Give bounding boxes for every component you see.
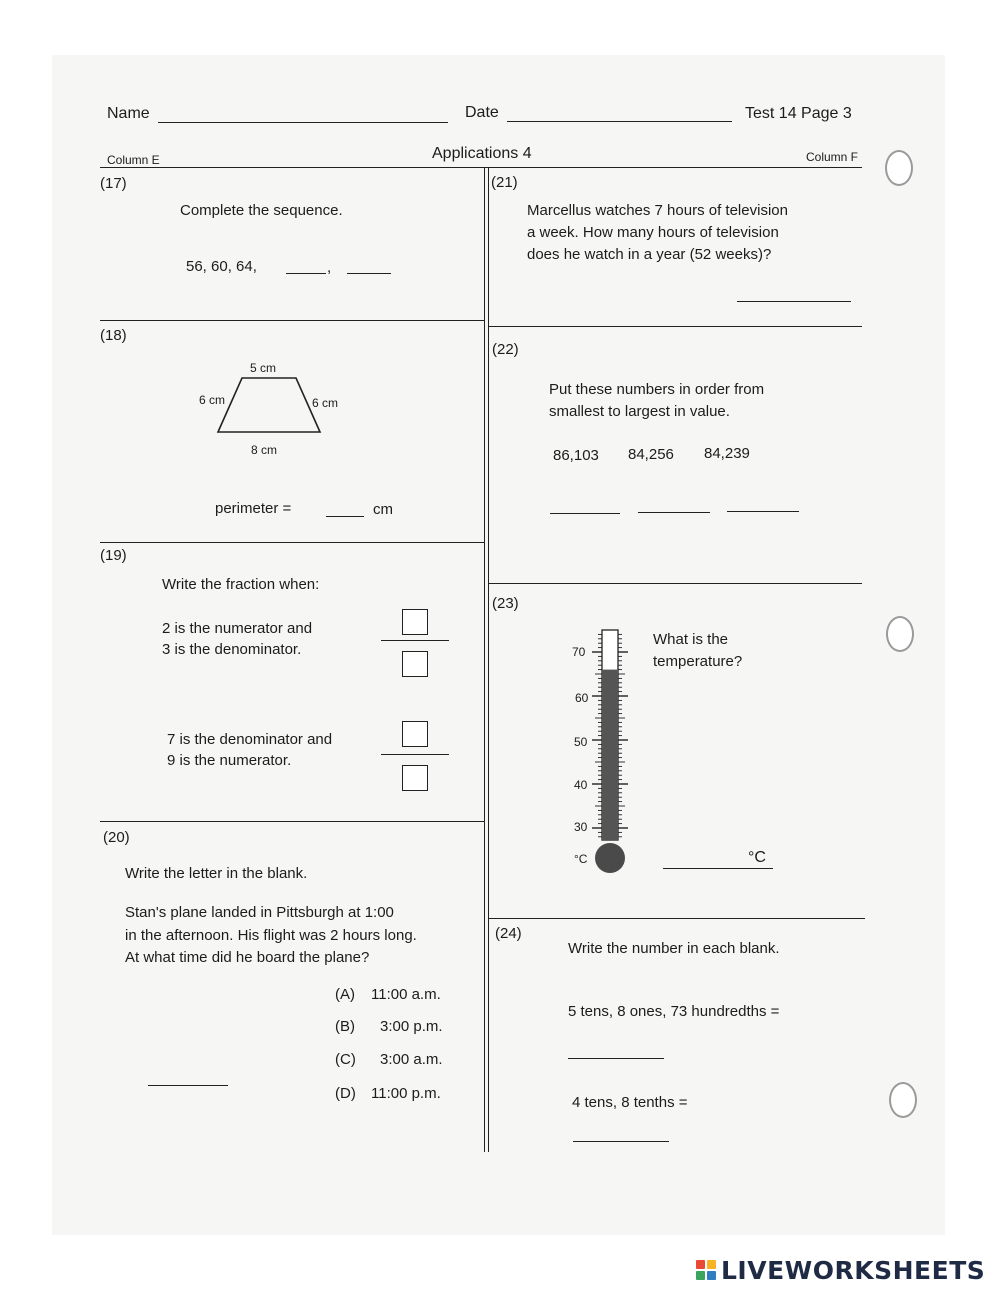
binder-hole-top xyxy=(885,150,913,186)
q22-blank-2[interactable] xyxy=(638,512,710,513)
q21-divider xyxy=(488,326,862,327)
column-divider-left xyxy=(484,167,485,1152)
q22-number-1: 86,103 xyxy=(553,447,599,464)
q18-bottom-side: 8 cm xyxy=(251,443,278,457)
column-e-label: Column E xyxy=(107,153,160,167)
q24-number: (24) xyxy=(495,925,522,942)
q23-answer-blank[interactable] xyxy=(663,868,773,869)
q20-option-a-text: 11:00 a.m. xyxy=(371,986,441,1003)
q23-divider xyxy=(488,918,865,919)
q24-blank-1[interactable] xyxy=(568,1058,664,1059)
liveworksheets-wordmark: LIVEWORKSHEETS xyxy=(721,1255,986,1285)
applications-title: Applications 4 xyxy=(432,145,532,162)
q20-line3: At what time did he board the plane? xyxy=(125,949,370,966)
thermometer-label-70: 70 xyxy=(572,645,586,659)
liveworksheets-icon xyxy=(696,1260,716,1280)
q18-right-side: 6 cm xyxy=(312,396,339,410)
q18-unit: cm xyxy=(373,501,393,518)
column-f-label: Column F xyxy=(806,150,859,164)
q21-answer-blank[interactable] xyxy=(737,301,851,302)
q22-blank-3[interactable] xyxy=(727,511,799,512)
q19-number: (19) xyxy=(100,547,127,564)
q20-number: (20) xyxy=(103,829,130,846)
q20-option-c-letter: (C) xyxy=(335,1051,356,1068)
q19-divider xyxy=(100,821,484,822)
q24-prompt: Write the number in each blank. xyxy=(568,940,780,957)
date-blank[interactable] xyxy=(507,121,732,122)
q17-blank-1[interactable] xyxy=(286,273,326,274)
date-label: Date xyxy=(465,104,499,121)
column-divider-right xyxy=(488,167,489,1152)
thermometer-figure xyxy=(590,628,632,878)
logo-square-yellow xyxy=(707,1260,716,1269)
q19-fraction1-numerator-box[interactable] xyxy=(402,609,428,635)
q20-line2: in the afternoon. His flight was 2 hours long. xyxy=(125,927,417,944)
thermometer-mercury xyxy=(602,670,618,840)
q21-line3: does he watch in a year (52 weeks)? xyxy=(527,246,772,263)
q19-fraction1-bar xyxy=(381,640,449,641)
q18-divider xyxy=(100,542,484,543)
logo-square-blue xyxy=(707,1271,716,1280)
q21-line1: Marcellus watches 7 hours of television xyxy=(527,202,788,219)
q22-blank-1[interactable] xyxy=(550,513,620,514)
logo-square-red xyxy=(696,1260,705,1269)
q18-perimeter-label: perimeter = xyxy=(215,500,292,517)
q22-number-3: 84,239 xyxy=(704,445,750,462)
q19-fraction1-denominator-box[interactable] xyxy=(402,651,428,677)
q21-line2: a week. How many hours of television xyxy=(527,224,779,241)
q23-answer-unit: °C xyxy=(748,849,766,866)
q19-part2-line2: 9 is the numerator. xyxy=(167,752,292,769)
thermometer-label-50: 50 xyxy=(574,735,588,749)
binder-hole-bottom xyxy=(889,1082,917,1118)
header-rule xyxy=(100,167,862,168)
q18-top-side: 5 cm xyxy=(250,361,277,375)
q19-prompt: Write the fraction when: xyxy=(162,576,320,593)
thermometer-unit-label: °C xyxy=(574,852,588,866)
q19-part1-line2: 3 is the denominator. xyxy=(162,641,302,658)
q17-number: (17) xyxy=(100,175,127,192)
q22-line2: smallest to largest in value. xyxy=(549,403,730,420)
q20-option-b-text: 3:00 p.m. xyxy=(380,1018,443,1035)
name-label: Name xyxy=(107,105,150,122)
q17-divider xyxy=(100,320,484,321)
q20-option-b-letter: (B) xyxy=(335,1018,355,1035)
q22-line1: Put these numbers in order from xyxy=(549,381,765,398)
thermometer-label-40: 40 xyxy=(574,778,588,792)
q22-number-2: 84,256 xyxy=(628,446,674,463)
q19-fraction2-bar xyxy=(381,754,449,755)
q23-line2: temperature? xyxy=(653,653,743,670)
q20-option-a-letter: (A) xyxy=(335,986,355,1003)
q18-number: (18) xyxy=(100,327,127,344)
thermometer-label-60: 60 xyxy=(575,691,589,705)
test-page-label: Test 14 Page 3 xyxy=(745,105,852,122)
q18-perimeter-blank[interactable] xyxy=(326,516,364,517)
q20-line1: Stan's plane landed in Pittsburgh at 1:00 xyxy=(125,904,394,921)
q23-line1: What is the xyxy=(653,631,729,648)
q23-number: (23) xyxy=(492,595,519,612)
q19-fraction2-numerator-box[interactable] xyxy=(402,721,428,747)
logo-square-green xyxy=(696,1271,705,1280)
q19-part2-line1: 7 is the denominator and xyxy=(167,731,333,748)
q21-number: (21) xyxy=(491,174,518,191)
q17-blank-2[interactable] xyxy=(347,273,391,274)
q20-answer-blank[interactable] xyxy=(148,1085,228,1086)
q17-sequence: 56, 60, 64, xyxy=(186,258,257,275)
liveworksheets-logo xyxy=(696,1256,985,1284)
q19-part1-line1: 2 is the numerator and xyxy=(162,620,313,637)
binder-hole-middle xyxy=(886,616,914,652)
thermometer-label-30: 30 xyxy=(574,820,588,834)
q17-comma: , xyxy=(327,259,332,276)
q22-number: (22) xyxy=(492,341,519,358)
q20-option-d-letter: (D) xyxy=(335,1085,356,1102)
name-blank[interactable] xyxy=(158,122,448,123)
thermometer-bulb xyxy=(595,843,625,873)
q24-part2: 4 tens, 8 tenths = xyxy=(572,1094,688,1111)
q22-divider xyxy=(488,583,862,584)
q24-blank-2[interactable] xyxy=(573,1141,669,1142)
q20-option-c-text: 3:00 a.m. xyxy=(380,1051,443,1068)
q19-fraction2-denominator-box[interactable] xyxy=(402,765,428,791)
q24-part1: 5 tens, 8 ones, 73 hundredths = xyxy=(568,1003,780,1020)
q20-prompt: Write the letter in the blank. xyxy=(125,865,308,882)
q17-prompt: Complete the sequence. xyxy=(180,202,343,219)
q20-option-d-text: 11:00 p.m. xyxy=(371,1085,441,1102)
q18-left-side: 6 cm xyxy=(199,393,226,407)
